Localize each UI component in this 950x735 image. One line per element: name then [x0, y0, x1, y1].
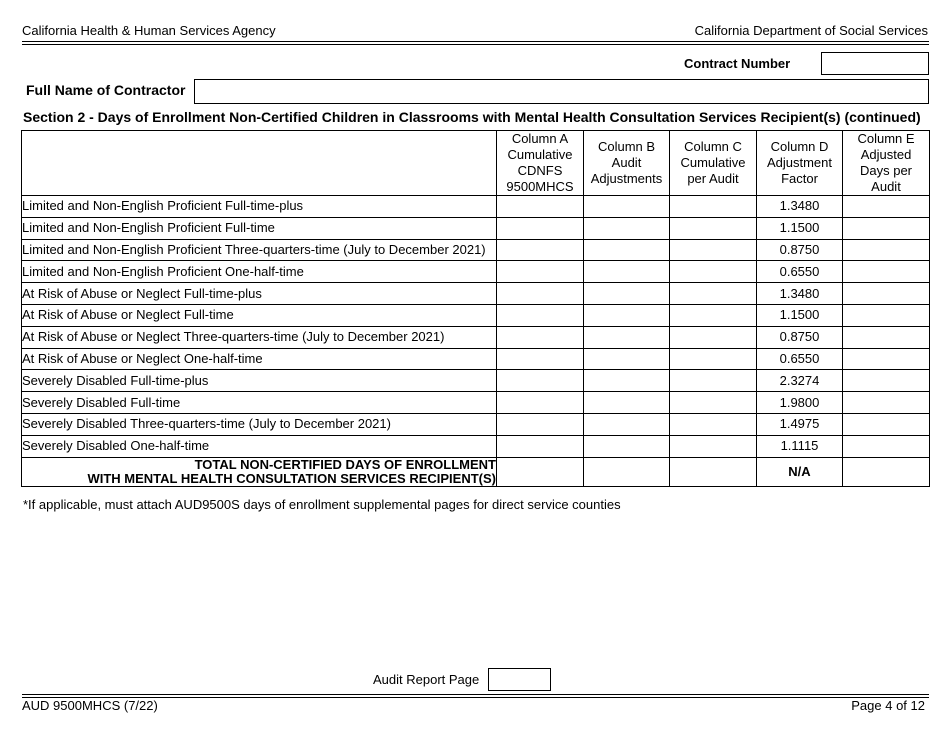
- column-c-cell[interactable]: [670, 370, 757, 392]
- column-d-header: Column D Adjustment Factor: [757, 131, 843, 196]
- column-d-cell: 0.8750: [757, 239, 843, 261]
- column-a-cell[interactable]: [497, 413, 584, 435]
- column-d-cell: 1.4975: [757, 413, 843, 435]
- total-column-c-cell[interactable]: [670, 457, 757, 486]
- column-a-cell[interactable]: [497, 196, 584, 218]
- column-a-header: Column A Cumulative CDNFS 9500MHCS: [497, 131, 584, 196]
- page-number: Page 4 of 12: [851, 698, 925, 713]
- table-header-row: [22, 131, 930, 196]
- enrollment-table: [21, 130, 930, 487]
- column-d-cell: 2.3274: [757, 370, 843, 392]
- footnote: *If applicable, must attach AUD9500S days of enrollment supplemental pages for direct service counties: [23, 497, 621, 512]
- contract-number-field[interactable]: [821, 52, 929, 75]
- row-label: Limited and Non-English Proficient One-half-time: [22, 261, 497, 283]
- column-c-cell[interactable]: [670, 196, 757, 218]
- audit-report-page-label: Audit Report Page: [373, 672, 480, 687]
- column-d-cell: 1.1500: [757, 217, 843, 239]
- row-label: Severely Disabled One-half-time: [22, 435, 497, 457]
- column-e-cell[interactable]: [843, 239, 930, 261]
- contractor-name-field[interactable]: [194, 79, 929, 104]
- section-title: Section 2 - Days of Enrollment Non-Certified Children in Classrooms with Mental Health Consultation Services Recipient(s) (continued): [23, 109, 921, 125]
- column-d-cell: 1.1115: [757, 435, 843, 457]
- column-e-cell[interactable]: [843, 435, 930, 457]
- row-label: Severely Disabled Full-time-plus: [22, 370, 497, 392]
- total-column-a-cell[interactable]: [497, 457, 584, 486]
- total-column-b-cell[interactable]: [584, 457, 670, 486]
- column-b-cell[interactable]: [584, 435, 670, 457]
- column-a-cell[interactable]: [497, 239, 584, 261]
- column-b-cell[interactable]: [584, 196, 670, 218]
- column-b-cell[interactable]: [584, 348, 670, 370]
- column-e-cell[interactable]: [843, 261, 930, 283]
- column-e-cell[interactable]: [843, 392, 930, 414]
- agency-name: California Health & Human Services Agency: [22, 23, 276, 38]
- column-b-cell[interactable]: [584, 283, 670, 305]
- row-label: Severely Disabled Three-quarters-time (July to December 2021): [22, 413, 497, 435]
- audit-report-page-field[interactable]: [488, 668, 551, 691]
- table-row: [22, 370, 930, 392]
- column-c-header: Column C Cumulative per Audit: [670, 131, 757, 196]
- column-b-cell[interactable]: [584, 239, 670, 261]
- row-label: Limited and Non-English Proficient Three-quarters-time (July to December 2021): [22, 239, 497, 261]
- column-a-cell[interactable]: [497, 283, 584, 305]
- total-column-d-cell: N/A: [757, 457, 843, 486]
- row-label: At Risk of Abuse or Neglect One-half-time: [22, 348, 497, 370]
- table-row: [22, 261, 930, 283]
- contract-number-label: Contract Number: [684, 56, 791, 71]
- column-e-cell[interactable]: [843, 283, 930, 305]
- column-e-cell[interactable]: [843, 196, 930, 218]
- column-d-cell: 0.6550: [757, 261, 843, 283]
- column-a-cell[interactable]: [497, 392, 584, 414]
- column-d-cell: 1.3480: [757, 283, 843, 305]
- column-c-cell[interactable]: [670, 261, 757, 283]
- column-c-cell[interactable]: [670, 413, 757, 435]
- column-b-cell[interactable]: [584, 217, 670, 239]
- footer-rule-bottom: [22, 697, 929, 698]
- row-label: At Risk of Abuse or Neglect Full-time-plus: [22, 283, 497, 305]
- row-label: Limited and Non-English Proficient Full-time-plus: [22, 196, 497, 218]
- total-label-line2: WITH MENTAL HEALTH CONSULTATION SERVICES RECIPIENT(S): [87, 470, 496, 486]
- table-row: [22, 435, 930, 457]
- column-c-cell[interactable]: [670, 217, 757, 239]
- column-e-cell[interactable]: [843, 348, 930, 370]
- column-e-cell[interactable]: [843, 304, 930, 326]
- column-b-cell[interactable]: [584, 326, 670, 348]
- column-d-cell: 1.9800: [757, 392, 843, 414]
- column-a-cell[interactable]: [497, 326, 584, 348]
- column-c-cell[interactable]: [670, 326, 757, 348]
- column-c-cell[interactable]: [670, 392, 757, 414]
- column-d-cell: 1.3480: [757, 196, 843, 218]
- column-a-cell[interactable]: [497, 261, 584, 283]
- column-b-cell[interactable]: [584, 261, 670, 283]
- column-a-cell[interactable]: [497, 217, 584, 239]
- column-c-cell[interactable]: [670, 348, 757, 370]
- total-label-line1: TOTAL NON-CERTIFIED DAYS OF ENROLLMENT: [194, 456, 496, 472]
- table-row: [22, 304, 930, 326]
- column-b-cell[interactable]: [584, 304, 670, 326]
- form-id: AUD 9500MHCS (7/22): [22, 698, 158, 713]
- department-name: California Department of Social Services: [694, 23, 928, 38]
- column-c-cell[interactable]: [670, 304, 757, 326]
- column-e-cell[interactable]: [843, 217, 930, 239]
- total-column-e-cell[interactable]: [843, 457, 930, 486]
- column-b-cell[interactable]: [584, 413, 670, 435]
- row-label: At Risk of Abuse or Neglect Three-quarters-time (July to December 2021): [22, 326, 497, 348]
- table-row: [22, 196, 930, 218]
- header-rule-bottom: [22, 44, 929, 45]
- column-c-cell[interactable]: [670, 239, 757, 261]
- row-label-header: [22, 131, 497, 196]
- column-e-cell[interactable]: [843, 413, 930, 435]
- table-row: [22, 413, 930, 435]
- header-rule-top: [22, 41, 929, 42]
- column-d-cell: 0.8750: [757, 326, 843, 348]
- column-c-cell[interactable]: [670, 435, 757, 457]
- column-a-cell[interactable]: [497, 435, 584, 457]
- table-row: [22, 283, 930, 305]
- row-label: At Risk of Abuse or Neglect Full-time: [22, 304, 497, 326]
- column-e-cell[interactable]: [843, 326, 930, 348]
- column-a-cell[interactable]: [497, 370, 584, 392]
- column-c-cell[interactable]: [670, 283, 757, 305]
- column-e-header: Column E Adjusted Days per Audit: [843, 131, 930, 196]
- column-b-cell[interactable]: [584, 370, 670, 392]
- column-d-cell: 0.6550: [757, 348, 843, 370]
- table-row: [22, 326, 930, 348]
- table-row: [22, 348, 930, 370]
- column-b-header: Column B Audit Adjustments: [584, 131, 670, 196]
- column-a-cell[interactable]: [497, 304, 584, 326]
- column-e-cell[interactable]: [843, 370, 930, 392]
- table-row: [22, 392, 930, 414]
- total-row-label: [22, 457, 497, 486]
- column-b-cell[interactable]: [584, 392, 670, 414]
- table-row: [22, 217, 930, 239]
- column-d-cell: 1.1500: [757, 304, 843, 326]
- contractor-name-label: Full Name of Contractor: [26, 82, 186, 98]
- footer-rule-top: [22, 694, 929, 695]
- table-row: [22, 239, 930, 261]
- column-a-cell[interactable]: [497, 348, 584, 370]
- row-label: Severely Disabled Full-time: [22, 392, 497, 414]
- total-row: [22, 457, 930, 486]
- row-label: Limited and Non-English Proficient Full-time: [22, 217, 497, 239]
